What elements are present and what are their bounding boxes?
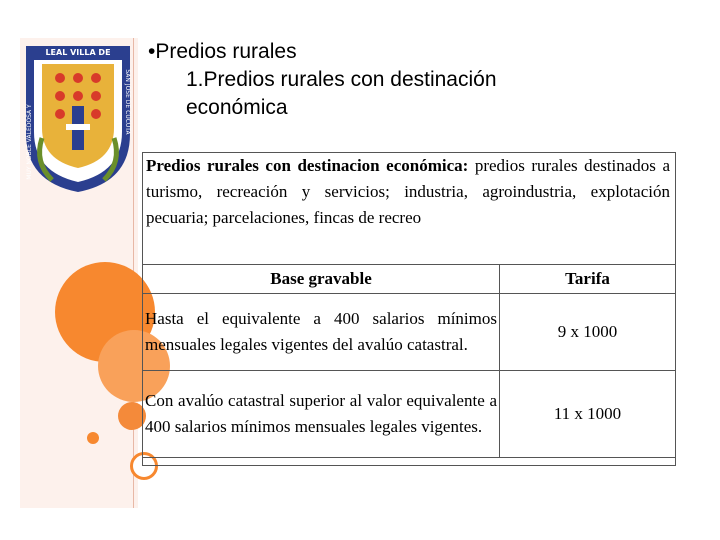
- row-2-condition: Con avalúo catastral superior al valor equivalente a 400 salarios mínimos mensuales legales vigentes.: [143, 371, 500, 458]
- header-tarifa: Tarifa: [500, 265, 676, 294]
- tax-info-box: [142, 152, 676, 466]
- header-base-gravable: Base gravable: [143, 265, 500, 294]
- logo-top-text: LEAL VILLA DE: [45, 48, 111, 57]
- intro-text: predios rurales destinados a turismo, recreación y servicios; industria, agroindustria, explotación pecuaria; parcelaciones, fincas de recreo: [146, 156, 670, 227]
- table-header-row: [143, 265, 676, 294]
- cucuta-coat-of-arms-logo: [22, 42, 134, 194]
- tax-rate-table: [142, 264, 676, 458]
- slide-heading: [148, 38, 497, 122]
- intro-bold-label: Predios rurales con destinacion económica:: [146, 156, 469, 175]
- decorative-dot: [87, 432, 99, 444]
- table-row: [143, 371, 676, 458]
- subheading-line-2: económica: [186, 96, 288, 119]
- row-1-condition: Hasta el equivalente a 400 salarios mínimos mensuales legales vigentes del avalúo catastral.: [143, 294, 500, 371]
- intro-paragraph: [146, 153, 670, 231]
- table-row: [143, 294, 676, 371]
- bullet-title: •Predios rurales: [148, 40, 297, 63]
- logo-right-text: SAN JOSE DE CUCUTA: [124, 69, 131, 135]
- row-2-rate: 11 x 1000: [500, 371, 676, 458]
- logo-left-text: MUY NOBLE VALEDOSA Y: [26, 104, 33, 180]
- row-1-rate: 9 x 1000: [500, 294, 676, 371]
- subheading-line-1: 1.Predios rurales con destinación: [186, 68, 497, 91]
